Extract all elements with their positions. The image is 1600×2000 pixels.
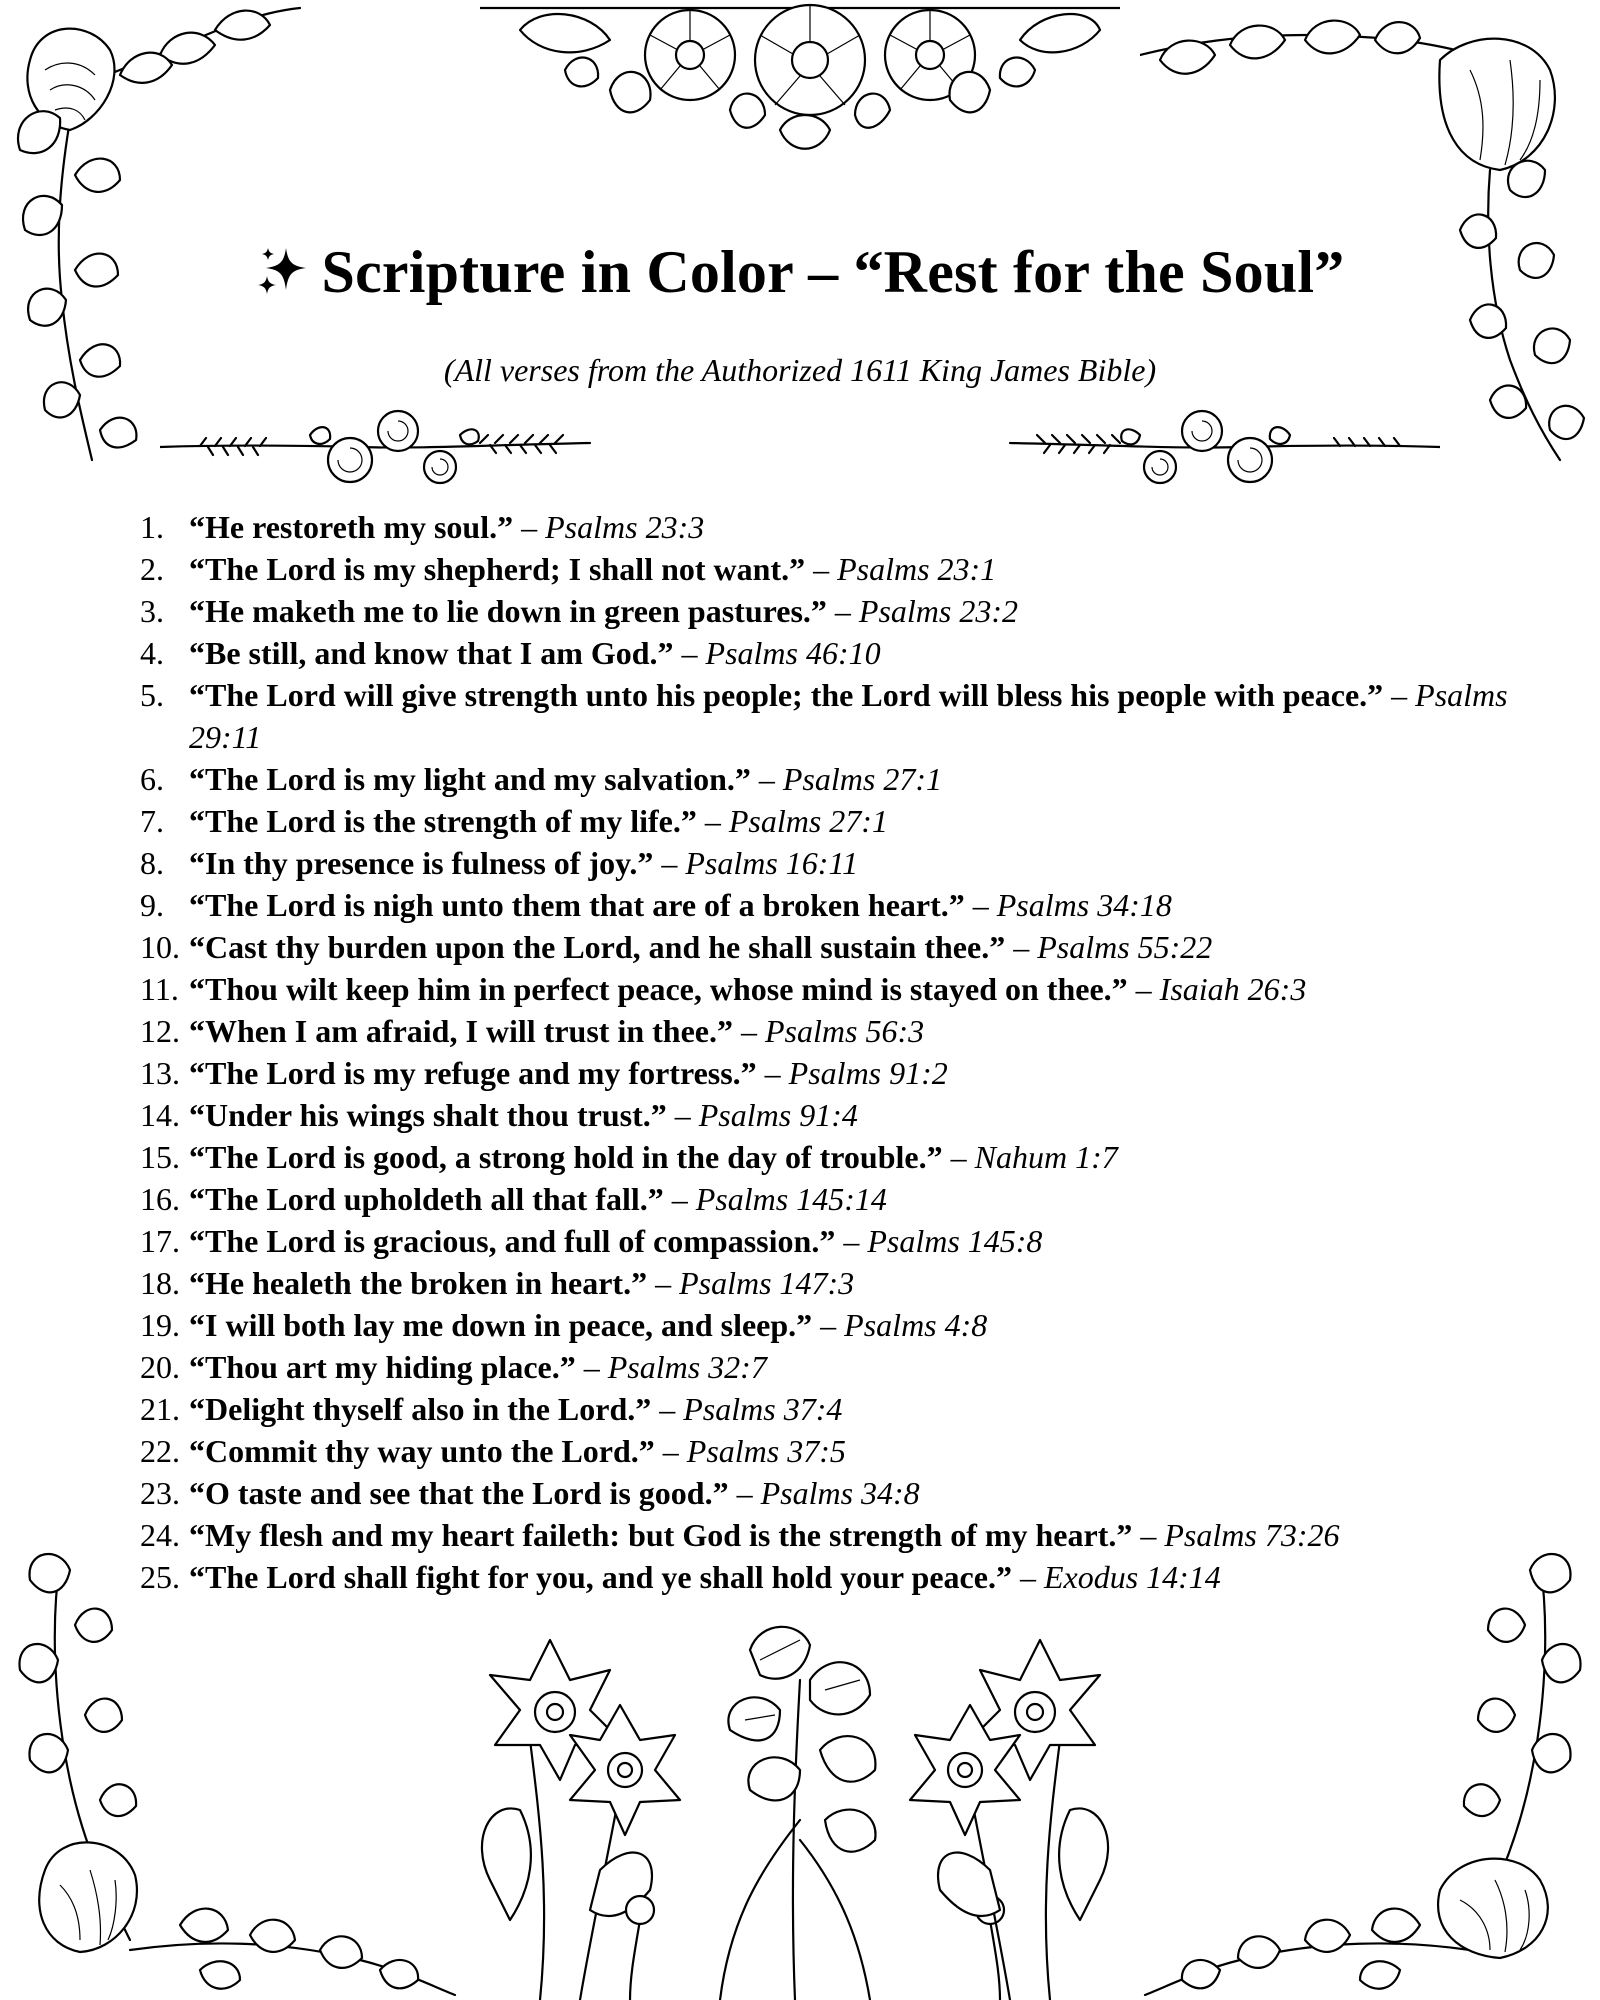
- verse-number: 19.: [140, 1307, 180, 1343]
- verse-reference: Psalms 73:26: [1164, 1517, 1340, 1553]
- verse-item: [140, 1430, 1540, 1472]
- verse-reference: Psalms 145:8: [867, 1223, 1043, 1259]
- verse-dash: –: [663, 1181, 696, 1217]
- verse-reference: Nahum 1:7: [974, 1139, 1118, 1175]
- verse-quote: “Cast thy burden upon the Lord, and he shall sustain thee.”: [189, 929, 1006, 965]
- verse-number: 9.: [140, 887, 164, 923]
- verse-number: 18.: [140, 1265, 180, 1301]
- verse-dash: –: [826, 593, 859, 629]
- verse-reference: Exodus 14:14: [1043, 1559, 1221, 1595]
- verse-reference: Psalms 37:5: [686, 1433, 846, 1469]
- verse-number: 11.: [140, 971, 179, 1007]
- verse-number: 16.: [140, 1181, 180, 1217]
- verse-number: 1.: [140, 509, 164, 545]
- verse-item: [140, 548, 1540, 590]
- verse-number: 24.: [140, 1517, 180, 1553]
- verse-number: 14.: [140, 1097, 180, 1133]
- verse-number: 3.: [140, 593, 164, 629]
- verse-number: 22.: [140, 1433, 180, 1469]
- verse-item: [140, 1346, 1540, 1388]
- verse-reference: Psalms 23:1: [837, 551, 997, 587]
- verse-item: [140, 884, 1540, 926]
- verse-number: 13.: [140, 1055, 180, 1091]
- verse-dash: –: [666, 1097, 699, 1133]
- verse-dash: –: [654, 1433, 687, 1469]
- verse-reference: Psalms 37:4: [683, 1391, 843, 1427]
- verse-reference: Psalms 46:10: [705, 635, 881, 671]
- verse-reference: Psalms 145:14: [695, 1181, 887, 1217]
- verse-item: [140, 800, 1540, 842]
- verse-item: [140, 1262, 1540, 1304]
- verse-number: 21.: [140, 1391, 180, 1427]
- verse-number: 7.: [140, 803, 164, 839]
- verse-dash: –: [750, 761, 783, 797]
- verse-reference: Psalms 55:22: [1037, 929, 1213, 965]
- verse-reference: Psalms 147:3: [679, 1265, 855, 1301]
- verse-dash: –: [696, 803, 729, 839]
- verse-list: [140, 506, 1540, 1598]
- verse-quote: “When I am afraid, I will trust in thee.”: [189, 1013, 733, 1049]
- verse-dash: –: [1383, 677, 1416, 713]
- verse-quote: “Delight thyself also in the Lord.”: [189, 1391, 652, 1427]
- verse-quote: “In thy presence is fulness of joy.”: [189, 845, 654, 881]
- scroll-flourish-left: [160, 405, 600, 495]
- verse-reference: Psalms 4:8: [844, 1307, 988, 1343]
- verse-quote: “He healeth the broken in heart.”: [189, 1265, 648, 1301]
- verse-item: [140, 1388, 1540, 1430]
- verse-number: 5.: [140, 677, 164, 713]
- verse-item: [140, 842, 1540, 884]
- page-title-text: Scripture in Color – “Rest for the Soul”: [321, 239, 1345, 305]
- verse-quote: “The Lord shall fight for you, and ye shall hold your peace.”: [189, 1559, 1012, 1595]
- verse-dash: –: [1132, 1517, 1165, 1553]
- verse-dash: –: [805, 551, 838, 587]
- verse-quote: “Thou wilt keep him in perfect peace, whose mind is stayed on thee.”: [189, 971, 1128, 1007]
- verse-dash: –: [513, 509, 546, 545]
- verse-item: [140, 1052, 1540, 1094]
- verse-number: 15.: [140, 1139, 180, 1175]
- verse-quote: “Thou art my hiding place.”: [189, 1349, 576, 1385]
- verse-reference: Psalms 91:2: [788, 1055, 948, 1091]
- verse-item: [140, 968, 1540, 1010]
- verse-quote: “The Lord is my refuge and my fortress.”: [189, 1055, 757, 1091]
- verse-dash: –: [756, 1055, 789, 1091]
- verse-reference: Psalms 23:3: [545, 509, 705, 545]
- verse-item: [140, 1556, 1540, 1598]
- verse-quote: “He maketh me to lie down in green pastures.”: [189, 593, 827, 629]
- verse-reference: Psalms 91:4: [698, 1097, 858, 1133]
- verse-dash: –: [673, 635, 706, 671]
- verse-reference: Psalms 16:11: [685, 845, 859, 881]
- verse-reference: Psalms 27:1: [728, 803, 888, 839]
- verse-item: [140, 632, 1540, 674]
- verse-dash: –: [812, 1307, 845, 1343]
- verse-number: 25.: [140, 1559, 180, 1595]
- verse-number: 10.: [140, 929, 180, 965]
- verse-item: [140, 1094, 1540, 1136]
- verse-quote: “The Lord is gracious, and full of compassion.”: [189, 1223, 836, 1259]
- verse-quote: “Commit thy way unto the Lord.”: [189, 1433, 655, 1469]
- sparkle-star-icon: [256, 244, 308, 296]
- verse-item: [140, 1472, 1540, 1514]
- verse-dash: –: [1011, 1559, 1044, 1595]
- verse-item: [140, 1514, 1540, 1556]
- verse-number: 20.: [140, 1349, 180, 1385]
- verse-number: 17.: [140, 1223, 180, 1259]
- verse-dash: –: [733, 1013, 765, 1049]
- daffodil-bouquet-bottom-center: [430, 1620, 1170, 2000]
- verse-item: [140, 1304, 1540, 1346]
- verse-quote: “Be still, and know that I am God.”: [189, 635, 674, 671]
- verse-dash: –: [835, 1223, 868, 1259]
- verse-dash: –: [653, 845, 686, 881]
- verse-quote: “The Lord upholdeth all that fall.”: [189, 1181, 664, 1217]
- verse-quote: “The Lord is good, a strong hold in the day of trouble.”: [189, 1139, 943, 1175]
- verse-dash: –: [728, 1475, 761, 1511]
- verse-quote: “My flesh and my heart faileth: but God is the strength of my heart.”: [189, 1517, 1133, 1553]
- page-subtitle: (All verses from the Authorized 1611 King James Bible): [443, 352, 1157, 388]
- verse-reference: Psalms 29:11: [189, 677, 1508, 755]
- verse-dash: –: [575, 1349, 608, 1385]
- verse-item: [140, 1010, 1540, 1052]
- verse-dash: –: [942, 1139, 975, 1175]
- verse-number: 2.: [140, 551, 164, 587]
- floral-garland-top-center: [480, 0, 1120, 170]
- verse-dash: –: [651, 1391, 684, 1427]
- verse-reference: Psalms 34:18: [996, 887, 1172, 923]
- verse-quote: “The Lord is the strength of my life.”: [189, 803, 697, 839]
- verse-item: [140, 590, 1540, 632]
- verse-reference: Psalms 34:8: [760, 1475, 920, 1511]
- verse-number: 8.: [140, 845, 164, 881]
- verse-dash: –: [647, 1265, 680, 1301]
- floral-corner-top-left: [0, 0, 320, 470]
- verse-item: [140, 1220, 1540, 1262]
- verse-reference: Isaiah 26:3: [1159, 971, 1307, 1007]
- verse-number: 12.: [140, 1013, 180, 1049]
- verse-item: [140, 1178, 1540, 1220]
- verse-quote: “The Lord will give strength unto his people; the Lord will bless his people with peace.”: [189, 677, 1384, 713]
- verse-quote: “O taste and see that the Lord is good.”: [189, 1475, 729, 1511]
- verse-item: [140, 506, 1540, 548]
- floral-corner-bottom-left: [0, 1540, 460, 2000]
- verse-reference: Psalms 23:2: [858, 593, 1019, 629]
- verse-number: 4.: [140, 635, 164, 671]
- verse-item: [140, 1136, 1540, 1178]
- verse-dash: –: [964, 887, 997, 923]
- verse-quote: “Under his wings shalt thou trust.”: [189, 1097, 667, 1133]
- verse-number: 6.: [140, 761, 164, 797]
- verse-quote: “The Lord is my light and my salvation.”: [189, 761, 751, 797]
- floral-corner-top-right: [1140, 0, 1600, 470]
- verse-item: [140, 758, 1540, 800]
- verse-quote: “I will both lay me down in peace, and sleep.”: [189, 1307, 813, 1343]
- verse-item: [140, 926, 1540, 968]
- verse-quote: “The Lord is my shepherd; I shall not want.”: [189, 551, 806, 587]
- verse-quote: “He restoreth my soul.”: [189, 509, 514, 545]
- verse-reference: Psalms 27:1: [782, 761, 942, 797]
- verse-reference: Psalms 32:7: [607, 1349, 767, 1385]
- verse-dash: –: [1127, 971, 1160, 1007]
- verse-item: [140, 674, 1540, 758]
- verse-quote: “The Lord is nigh unto them that are of a broken heart.”: [189, 887, 965, 923]
- floral-corner-bottom-right: [1140, 1540, 1600, 2000]
- page-title: [0, 238, 1600, 307]
- verse-reference: Psalms 56:3: [765, 1013, 925, 1049]
- scroll-flourish-right: [1000, 405, 1440, 495]
- verse-number: 23.: [140, 1475, 180, 1511]
- verse-dash: –: [1005, 929, 1038, 965]
